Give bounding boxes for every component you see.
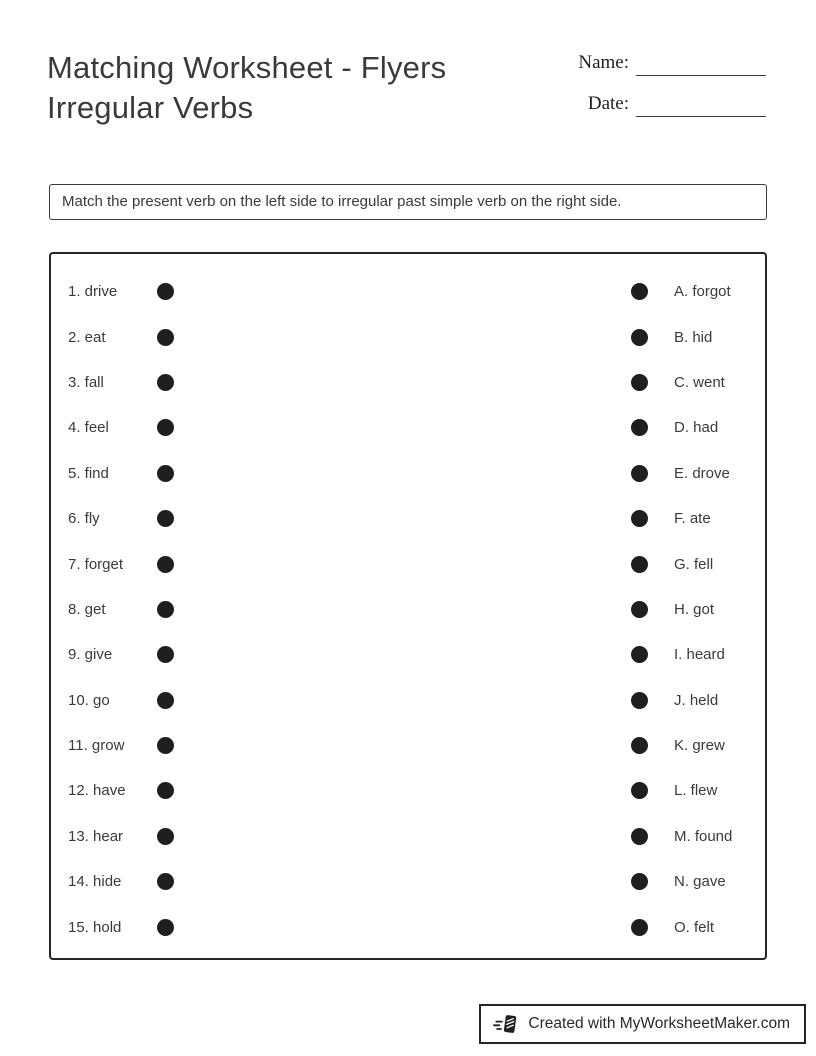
right-item-label: C. went [674,373,725,391]
right-item-label: J. held [674,691,719,709]
right-item-label: O. felt [674,918,715,936]
date-row [578,93,766,117]
left-match-dot [157,692,174,709]
date-write-line [636,97,766,117]
left-match-dot [157,329,174,346]
right-match-dot [631,329,648,346]
name-write-line [636,56,766,76]
matching-box [49,252,767,960]
match-row [68,451,755,496]
left-item-label: 11. grow [68,737,125,755]
match-row [68,541,755,586]
right-match-dot [631,873,648,890]
right-match-dot [631,465,648,482]
left-item-label: 2. eat [68,328,106,346]
date-label: Date: [587,93,629,114]
left-match-dot [157,782,174,799]
right-match-dot [631,374,648,391]
right-match-dot [631,919,648,936]
left-match-dot [157,828,174,845]
flying-worksheet-icon [493,1011,519,1037]
left-item-label: 9. give [68,646,113,664]
left-match-dot [157,556,174,573]
right-item-label: G. fell [674,555,714,573]
match-row [68,269,755,314]
right-match-dot [631,646,648,663]
name-date-block [578,52,766,134]
right-match-dot [631,556,648,573]
right-item-label: E. drove [674,464,730,482]
left-item-label: 1. drive [68,283,118,301]
right-match-dot [631,828,648,845]
right-item-label: B. hid [674,328,713,346]
header [0,0,816,134]
match-row [68,360,755,405]
right-item-label: F. ate [674,510,711,528]
right-match-dot [631,692,648,709]
right-match-dot [631,510,648,527]
left-match-dot [157,510,174,527]
right-item-label: A. forgot [674,283,731,301]
right-match-dot [631,419,648,436]
left-match-dot [157,419,174,436]
left-match-dot [157,601,174,618]
left-match-dot [157,737,174,754]
left-match-dot [157,465,174,482]
left-item-label: 12. have [68,782,126,800]
instruction-box: Match the present verb on the left side to irregular past simple verb on the right side. [49,184,767,220]
left-item-label: 5. find [68,464,109,482]
left-item-label: 13. hear [68,827,124,845]
match-row [68,587,755,632]
right-match-dot [631,601,648,618]
left-match-dot [157,374,174,391]
left-match-dot [157,919,174,936]
left-item-label: 4. feel [68,419,109,437]
left-item-label: 8. get [68,600,106,618]
left-match-dot [157,873,174,890]
right-item-label: D. had [674,419,719,437]
match-row [68,678,755,723]
left-match-dot [157,646,174,663]
left-item-label: 6. fly [68,510,100,528]
match-row [68,859,755,904]
right-match-dot [631,283,648,300]
right-match-dot [631,737,648,754]
right-item-label: M. found [674,827,733,845]
footer-credit-box [479,1004,806,1044]
left-item-label: 10. go [68,691,110,709]
match-row [68,768,755,813]
match-row [68,496,755,541]
footer-credit-text: Created with MyWorksheetMaker.com [528,1015,790,1032]
right-item-label: K. grew [674,737,725,755]
name-label: Name: [578,52,629,73]
match-row [68,405,755,450]
left-item-label: 7. forget [68,555,124,573]
match-row [68,814,755,859]
match-row [68,723,755,768]
match-row [68,314,755,359]
match-row [68,632,755,677]
match-row [68,904,755,949]
right-item-label: I. heard [674,646,725,664]
left-item-label: 3. fall [68,373,104,391]
name-row [578,52,766,76]
left-match-dot [157,283,174,300]
left-item-label: 14. hide [68,873,122,891]
right-item-label: H. got [674,600,715,618]
left-item-label: 15. hold [68,918,122,936]
right-item-label: N. gave [674,873,726,891]
page-title: Matching Worksheet - Flyers Irregular Verbs [47,50,447,125]
right-item-label: L. flew [674,782,718,800]
right-match-dot [631,782,648,799]
